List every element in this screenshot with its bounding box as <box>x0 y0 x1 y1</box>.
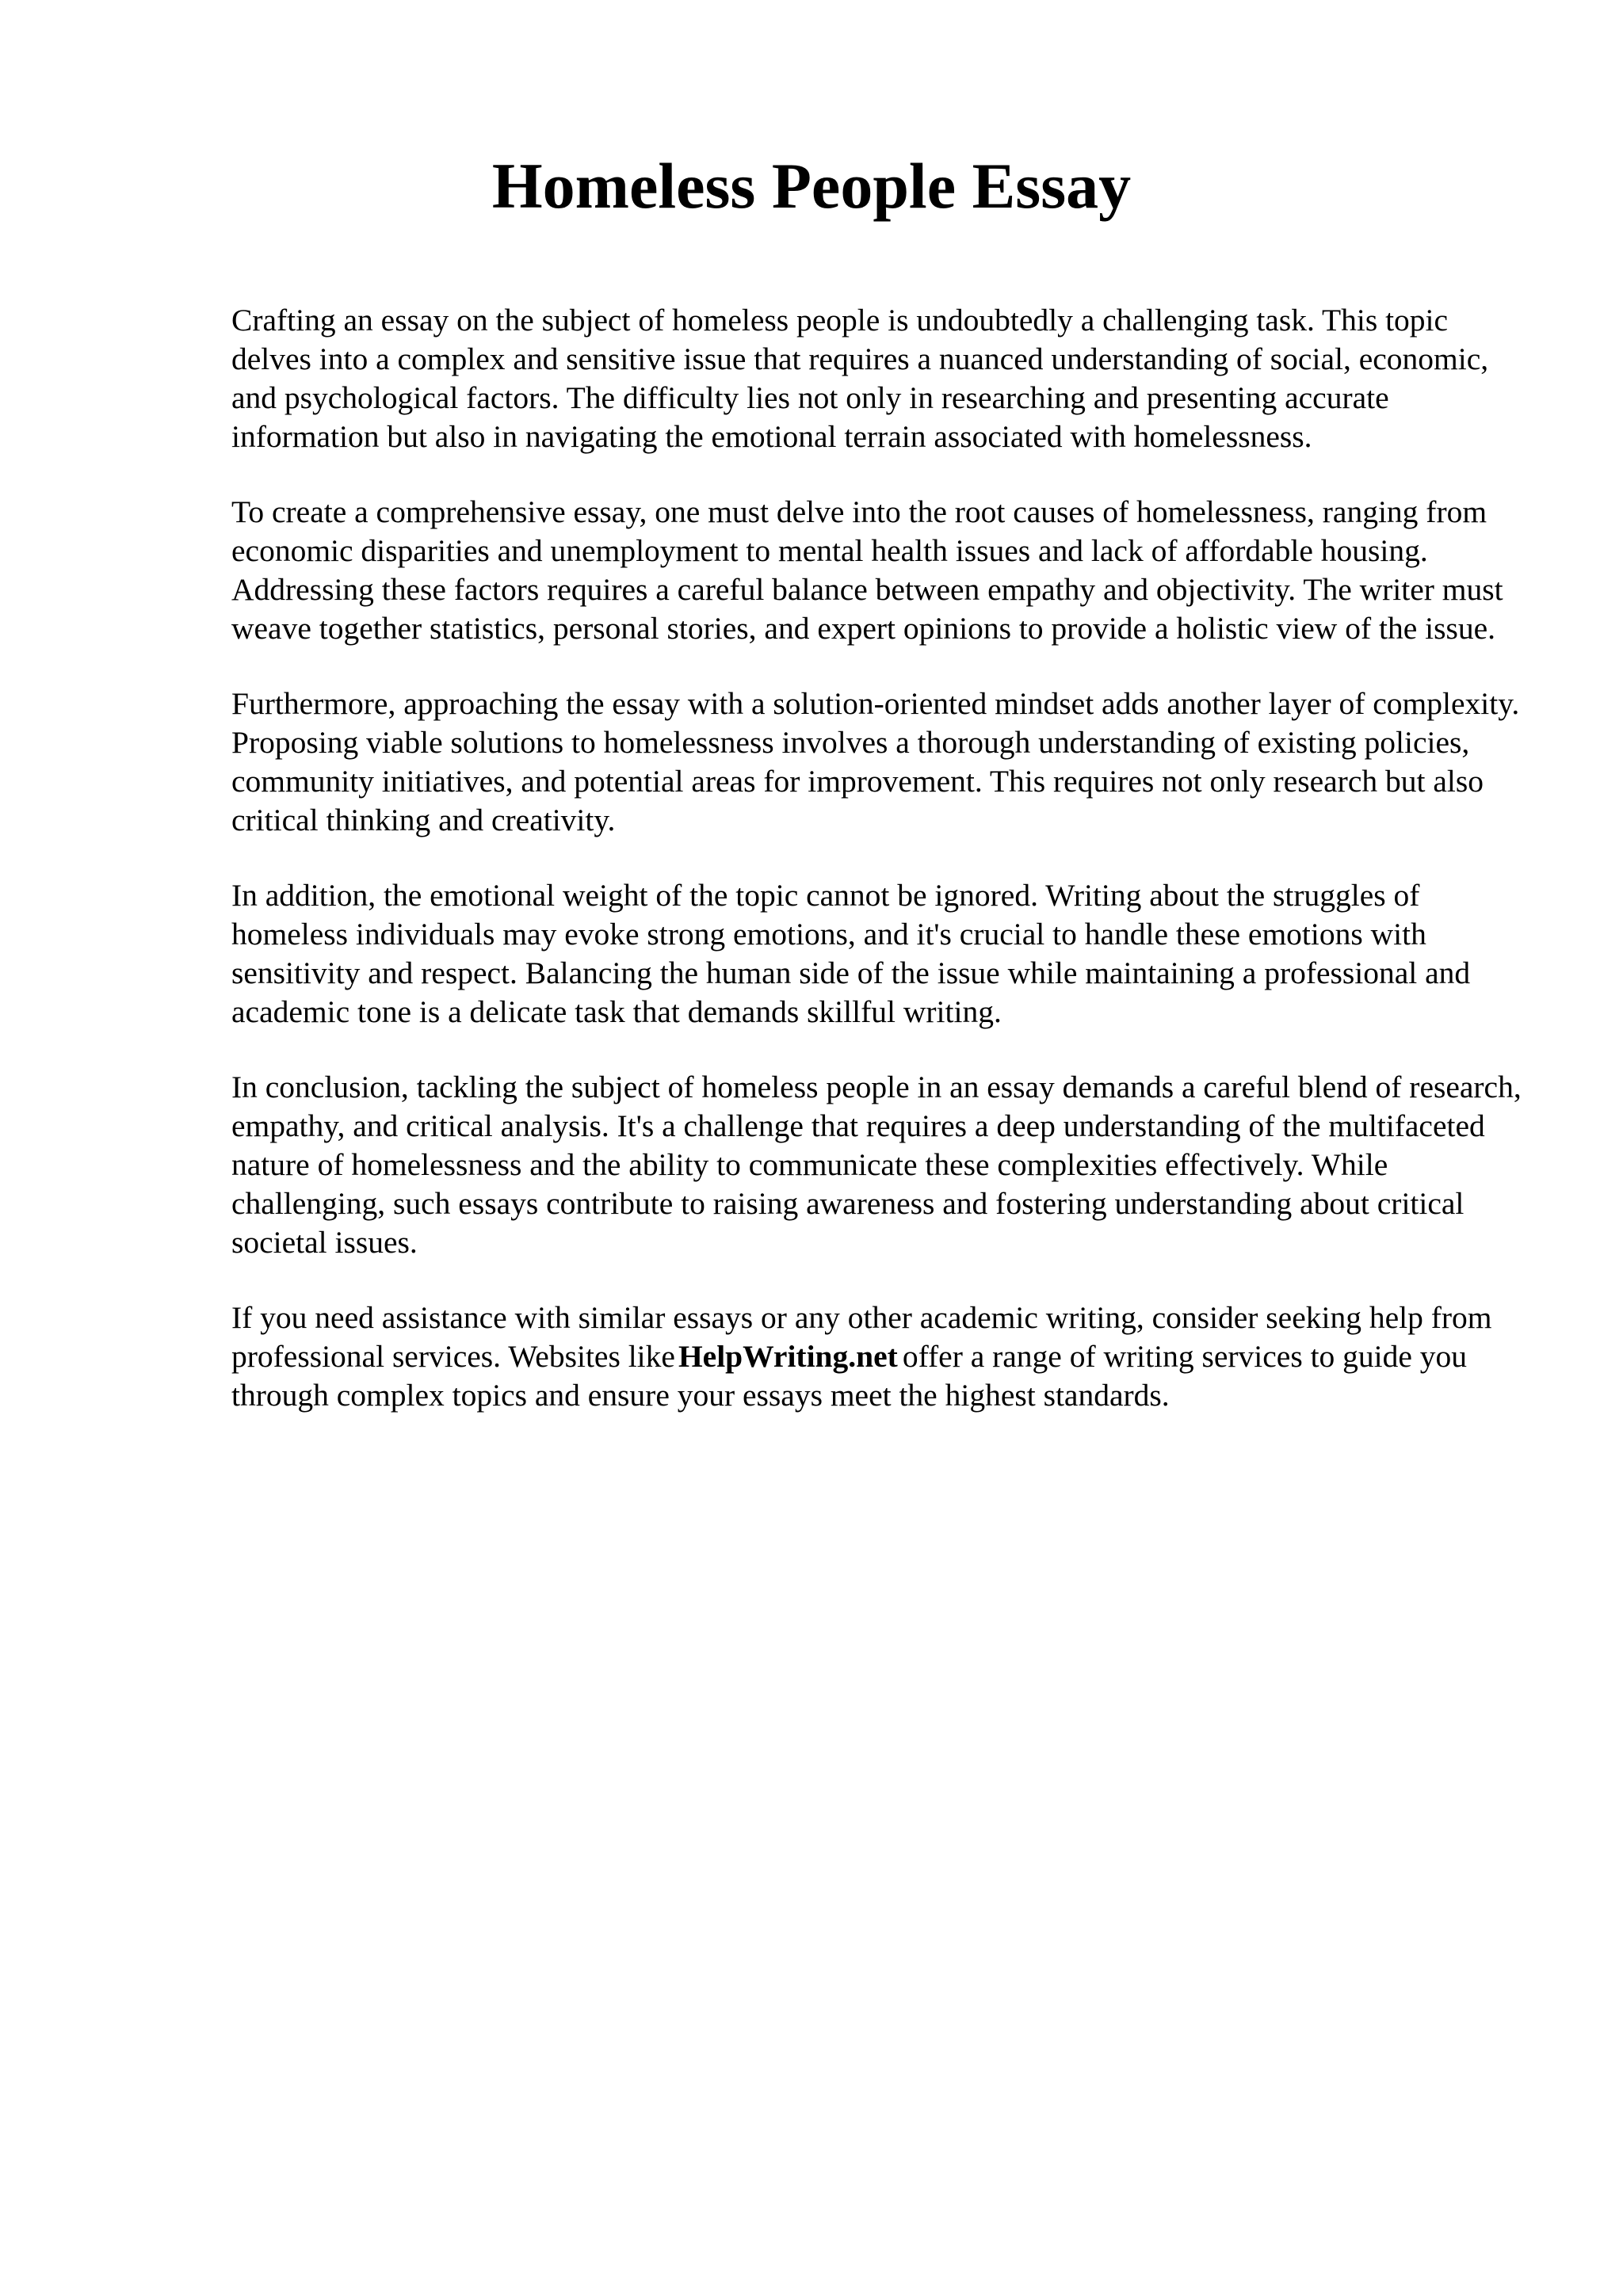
helpwriting-link[interactable]: HelpWriting.net <box>678 1339 898 1374</box>
paragraph-intro: Crafting an essay on the subject of homeless people is undoubtedly a challenging task. This topic delves into a complex and sensitive issue that requires a nuanced understanding of social, economic, and psychological factors. The difficulty lies not only in researching and presenting accurate information but also in navigating the emotional terrain associated with homelessness. <box>231 303 1489 454</box>
paragraph-conclusion: In conclusion, tackling the subject of homeless people in an essay demands a careful blend of research, empathy, and critical analysis. It's a challenge that requires a deep understanding of the multifaceted nature of homelessness and the ability to communicate these complexities effectively. While challenging, such essays contribute to raising awareness and fostering understanding about critical societal issues. <box>231 1070 1522 1260</box>
page-title: Homeless People Essay <box>491 150 1132 222</box>
paragraph-root-causes: To create a comprehensive essay, one must delve into the root causes of homelessness, ranging from economic disparities and unemployment to mental health issues and lack of affordable housing. Addressing these factors requires a careful balance between empathy and objectivity. The writer must weave together statistics, personal stories, and expert opinions to provide a holistic view of the issue. <box>231 494 1503 646</box>
essay-body <box>231 301 1531 1451</box>
paragraph-emotional-weight: In addition, the emotional weight of the topic cannot be ignored. Writing about the struggles of homeless individuals may evoke strong emotions, and it's crucial to handle these emotions with sensitivity and respect. Balancing the human side of the issue while maintaining a professional and academic tone is a delicate task that demands skillful writing. <box>231 878 1471 1029</box>
paragraph-help <box>231 1299 1531 1415</box>
paragraph-solutions: Furthermore, approaching the essay with a solution-oriented mindset adds another layer of complexity. Proposing viable solutions to homelessness involves a thorough understanding of existing policies, community initiatives, and potential areas for improvement. This requires not only research but also critical thinking and creativity. <box>231 686 1520 837</box>
help-text-after-link: offer a range of writing services to guide you through complex topics and ensure your essays meet the highest standards. <box>231 1339 1468 1413</box>
help-text-before-link: If you need assistance with similar essays or any other academic writing, consider seeking help from professional services. Websites like <box>231 1300 1492 1374</box>
